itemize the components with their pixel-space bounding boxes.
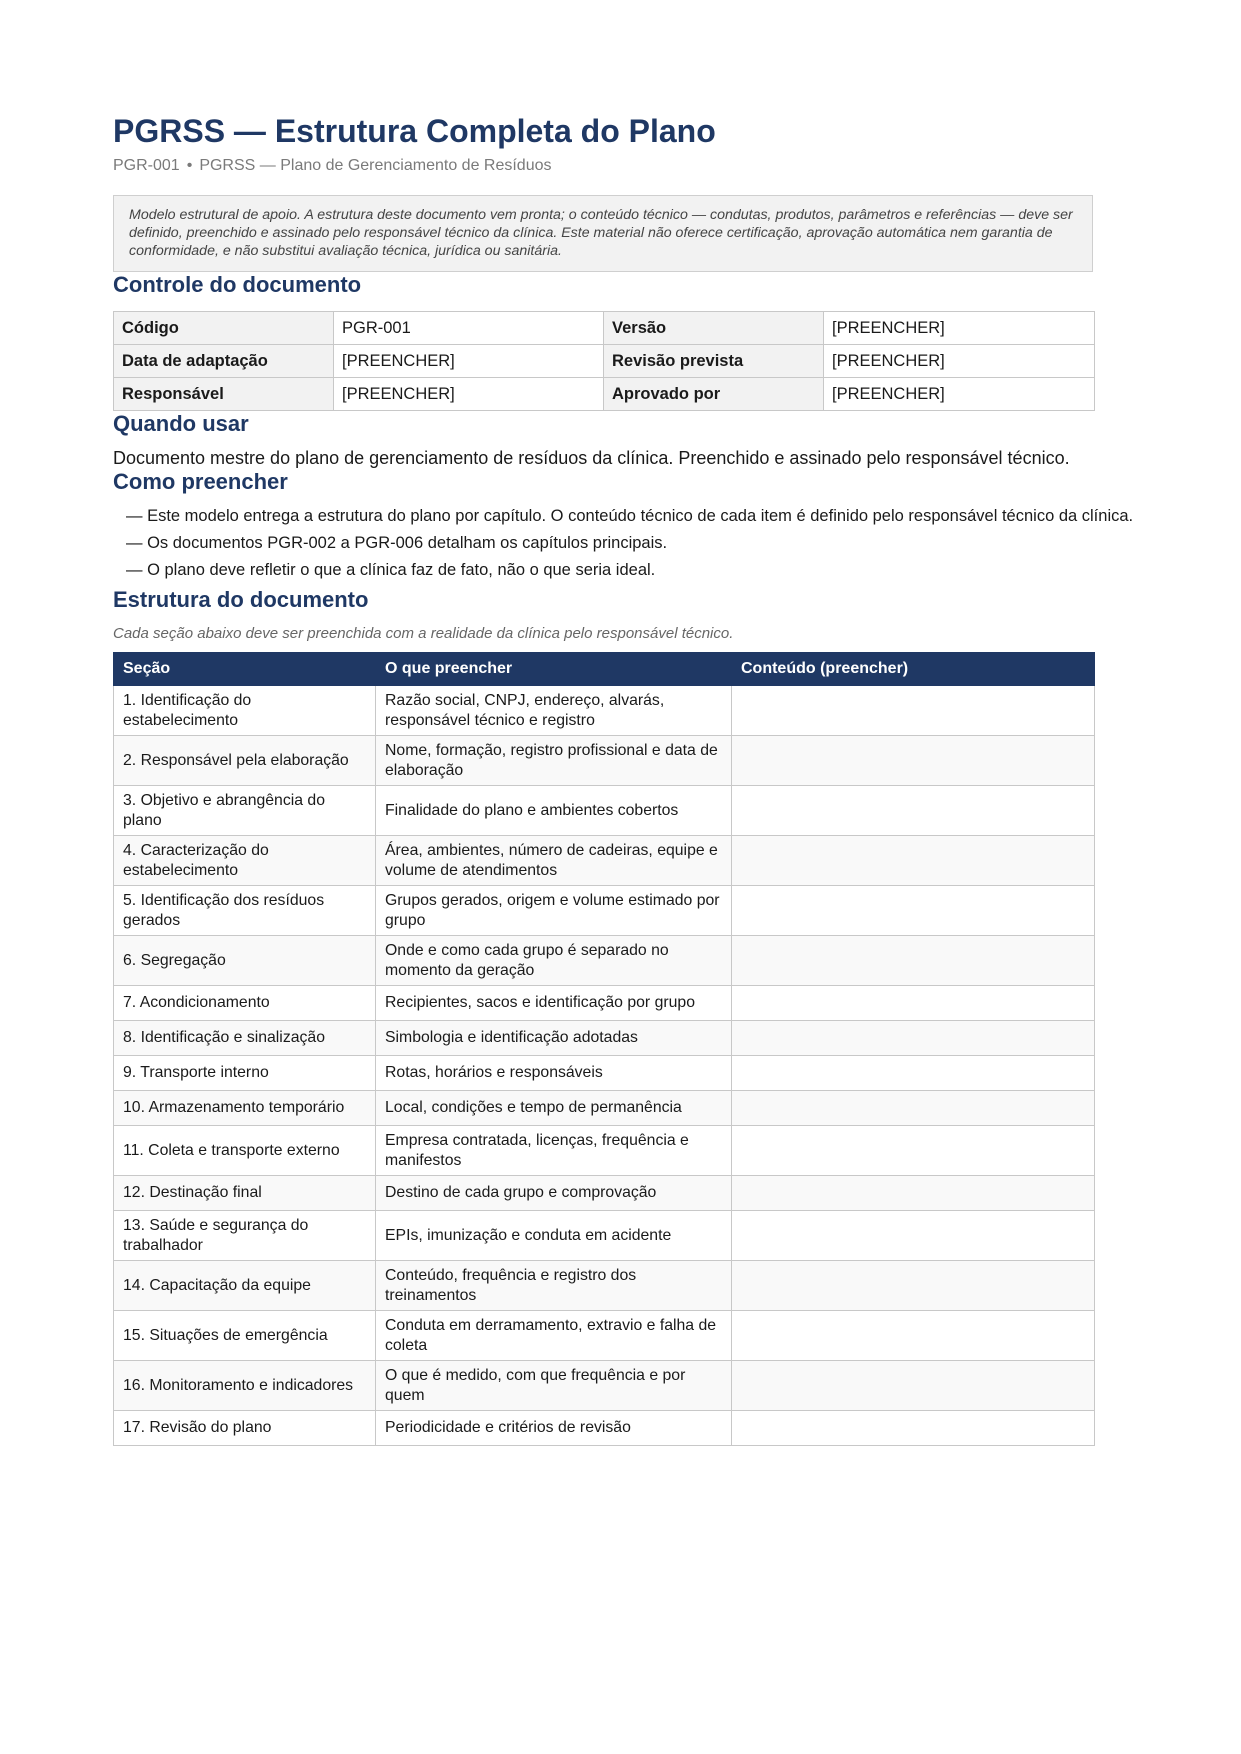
content-cell[interactable] xyxy=(732,1021,1095,1056)
table-row xyxy=(114,1126,1095,1176)
what-to-fill-cell: Conteúdo, frequência e registro dos treinamentos xyxy=(376,1261,732,1311)
control-label: Responsável xyxy=(114,378,334,411)
what-to-fill-cell: Conduta em derramamento, extravio e falha de coleta xyxy=(376,1311,732,1361)
what-to-fill-cell: EPIs, imunização e conduta em acidente xyxy=(376,1211,732,1261)
content-cell[interactable] xyxy=(732,1411,1095,1446)
column-header-what-to-fill: O que preencher xyxy=(376,653,732,686)
section-cell: 9. Transporte interno xyxy=(114,1056,376,1091)
disclaimer-box: Modelo estrutural de apoio. A estrutura deste documento vem pronta; o conteúdo técnico — condutas, produtos, parâmetros e referências — deve ser definido, preenchido e assinado pelo responsável técnico da clínica. Este material não oferece certificação, aprovação automática nem garantia de conformidade, e não substitui avaliação técnica, jurídica ou sanitária. xyxy=(113,195,1093,272)
section-cell: 12. Destinação final xyxy=(114,1176,376,1211)
table-row xyxy=(114,1261,1095,1311)
what-to-fill-cell: Nome, formação, registro profissional e data de elaboração xyxy=(376,736,732,786)
what-to-fill-cell: Grupos gerados, origem e volume estimado por grupo xyxy=(376,886,732,936)
what-to-fill-cell: Destino de cada grupo e comprovação xyxy=(376,1176,732,1211)
instructions-list xyxy=(113,506,1136,580)
content-cell[interactable] xyxy=(732,1261,1095,1311)
content-cell[interactable] xyxy=(732,1126,1095,1176)
control-label: Revisão prevista xyxy=(604,345,824,378)
content-cell[interactable] xyxy=(732,1361,1095,1411)
page-title: PGRSS — Estrutura Completa do Plano xyxy=(113,113,716,149)
what-to-fill-cell: Empresa contratada, licenças, frequência e manifestos xyxy=(376,1126,732,1176)
document-code: PGR-001 xyxy=(113,157,180,174)
table-row xyxy=(114,1021,1095,1056)
section-cell: 7. Acondicionamento xyxy=(114,986,376,1021)
what-to-fill-cell: Periodicidade e critérios de revisão xyxy=(376,1411,732,1446)
document-subtitle-text: PGRSS — Plano de Gerenciamento de Resíduos xyxy=(199,157,552,174)
heading-document-control: Controle do documento xyxy=(113,272,362,297)
section-cell: 8. Identificação e sinalização xyxy=(114,1021,376,1056)
what-to-fill-cell: Simbologia e identificação adotadas xyxy=(376,1021,732,1056)
section-cell: 11. Coleta e transporte externo xyxy=(114,1126,376,1176)
section-cell: 5. Identificação dos resíduos gerados xyxy=(114,886,376,936)
section-cell: 4. Caracterização do estabelecimento xyxy=(114,836,376,886)
content-cell[interactable] xyxy=(732,936,1095,986)
section-cell: 13. Saúde e segurança do trabalhador xyxy=(114,1211,376,1261)
section-cell: 14. Capacitação da equipe xyxy=(114,1261,376,1311)
what-to-fill-cell: Finalidade do plano e ambientes cobertos xyxy=(376,786,732,836)
control-label: Data de adaptação xyxy=(114,345,334,378)
section-cell: 1. Identificação do estabelecimento xyxy=(114,686,376,736)
table-row xyxy=(114,736,1095,786)
document-subtitle xyxy=(113,156,1241,176)
control-value: [PREENCHER] xyxy=(824,345,1095,378)
instruction-item: — Este modelo entrega a estrutura do plano por capítulo. O conteúdo técnico de cada item é definido pelo responsável técnico da clínica. xyxy=(126,507,1134,525)
table-row xyxy=(114,1411,1095,1446)
content-cell[interactable] xyxy=(732,836,1095,886)
content-cell[interactable] xyxy=(732,736,1095,786)
table-row xyxy=(114,1091,1095,1126)
column-header-section: Seção xyxy=(114,653,376,686)
heading-when-to-use: Quando usar xyxy=(113,411,249,436)
control-value: [PREENCHER] xyxy=(824,312,1095,345)
content-cell[interactable] xyxy=(732,1176,1095,1211)
what-to-fill-cell: Rotas, horários e responsáveis xyxy=(376,1056,732,1091)
control-label: Aprovado por xyxy=(604,378,824,411)
section-cell: 3. Objetivo e abrangência do plano xyxy=(114,786,376,836)
when-to-use-text: Documento mestre do plano de gerenciamento de resíduos da clínica. Preenchido e assinado pelo responsável técnico. xyxy=(113,448,1070,468)
column-header-content: Conteúdo (preencher) xyxy=(732,653,1095,686)
what-to-fill-cell: Recipientes, sacos e identificação por grupo xyxy=(376,986,732,1021)
what-to-fill-cell: Local, condições e tempo de permanência xyxy=(376,1091,732,1126)
what-to-fill-cell: Área, ambientes, número de cadeiras, equipe e volume de atendimentos xyxy=(376,836,732,886)
content-cell[interactable] xyxy=(732,986,1095,1021)
heading-how-to-fill: Como preencher xyxy=(113,469,288,494)
section-cell: 16. Monitoramento e indicadores xyxy=(114,1361,376,1411)
table-row xyxy=(114,786,1095,836)
table-row xyxy=(114,836,1095,886)
control-value: [PREENCHER] xyxy=(334,345,604,378)
content-cell[interactable] xyxy=(732,1211,1095,1261)
section-cell: 2. Responsável pela elaboração xyxy=(114,736,376,786)
content-cell[interactable] xyxy=(732,786,1095,836)
instruction-item: — Os documentos PGR-002 a PGR-006 detalham os capítulos principais. xyxy=(126,534,668,552)
section-cell: 6. Segregação xyxy=(114,936,376,986)
table-row xyxy=(114,1176,1095,1211)
control-value: [PREENCHER] xyxy=(334,378,604,411)
table-row xyxy=(114,886,1095,936)
section-cell: 10. Armazenamento temporário xyxy=(114,1091,376,1126)
what-to-fill-cell: Onde e como cada grupo é separado no momento da geração xyxy=(376,936,732,986)
control-label: Código xyxy=(114,312,334,345)
control-value: [PREENCHER] xyxy=(824,378,1095,411)
table-row xyxy=(114,1211,1095,1261)
structure-note: Cada seção abaixo deve ser preenchida com a realidade da clínica pelo responsável técnico. xyxy=(113,625,734,642)
table-row xyxy=(114,986,1095,1021)
structure-table xyxy=(113,652,1095,1446)
content-cell[interactable] xyxy=(732,886,1095,936)
subtitle-separator: • xyxy=(186,157,193,174)
document-control-table xyxy=(113,311,1095,411)
content-cell[interactable] xyxy=(732,1311,1095,1361)
content-cell[interactable] xyxy=(732,1091,1095,1126)
table-row xyxy=(114,1311,1095,1361)
what-to-fill-cell: Razão social, CNPJ, endereço, alvarás, responsável técnico e registro xyxy=(376,686,732,736)
heading-document-structure: Estrutura do documento xyxy=(113,587,369,612)
table-row xyxy=(114,936,1095,986)
section-cell: 17. Revisão do plano xyxy=(114,1411,376,1446)
content-cell[interactable] xyxy=(732,1056,1095,1091)
table-row xyxy=(114,686,1095,736)
instruction-item: — O plano deve refletir o que a clínica faz de fato, não o que seria ideal. xyxy=(126,561,656,579)
control-row xyxy=(114,345,1095,378)
table-row xyxy=(114,1056,1095,1091)
structure-header-row xyxy=(114,653,1095,686)
section-cell: 15. Situações de emergência xyxy=(114,1311,376,1361)
table-row xyxy=(114,1361,1095,1411)
control-value: PGR-001 xyxy=(334,312,604,345)
what-to-fill-cell: O que é medido, com que frequência e por quem xyxy=(376,1361,732,1411)
control-row xyxy=(114,312,1095,345)
control-label: Versão xyxy=(604,312,824,345)
control-row xyxy=(114,378,1095,411)
content-cell[interactable] xyxy=(732,686,1095,736)
